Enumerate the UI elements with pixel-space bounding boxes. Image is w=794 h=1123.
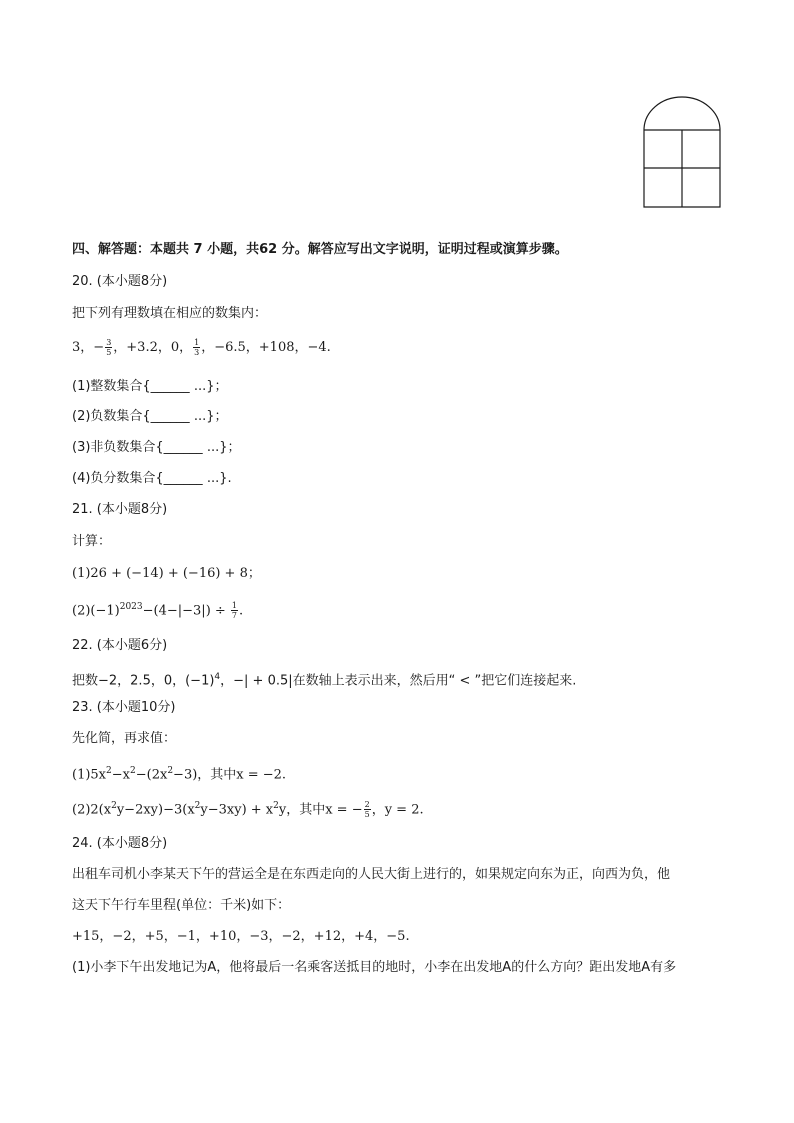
q20-part-1: (1)整数集合{______ ...}； [72, 379, 228, 394]
section-header: 四、解答题：本题共 7 小题，共62 分。解答应写出文字说明，证明过程或演算步骤。 [72, 242, 568, 257]
arched-window-figure [643, 96, 721, 210]
q23-part-1: $(1)5x^2-x^2-(2x^2-3)$，其中x = −2. [72, 766, 287, 783]
q22-title: 22. (本小题6分) [72, 638, 168, 653]
q24-line-3: +15，−2，+5，−1，+10，−3，−2，+12，+4，−5. [72, 929, 410, 944]
q21-title: 21. (本小题8分) [72, 502, 168, 517]
q21-part-2: $(2)(-1)^{2023}-(4-|-3|)$ ÷ $\frac{1}{7}$ . [72, 601, 244, 621]
q23-instruction: 先化简，再求值： [72, 731, 177, 746]
q24-title: 24. (本小题8分) [72, 836, 168, 851]
q20-part-4: (4)负分数集合{______ ...}. [72, 471, 232, 486]
q20-numbers: 3，− $\frac{3}{5}$ ，+3.2，0， $\frac{1}{3}$ ，−6.5，+108，−4. [72, 338, 331, 357]
q20-part-2: (2)负数集合{______ ...}； [72, 409, 228, 424]
q24-line-4: (1)小李下午出发地记为A，他将最后一名乘客送抵目的地时，小李在出发地A的什么方向？距出发地A有多 [72, 960, 677, 975]
q21-instruction: 计算： [72, 534, 112, 549]
q22-text: 把数−2，2.5，0，$(-1)^4$，−| + 0.5|在数轴上表示出来，然后用“ < ”把它们连接起来. [72, 672, 577, 689]
q23-part-2: $(2)2(x^2y-2xy)-3(x^2y-3xy) + x^2y$，其中x = − $\frac{2}{5}$ ，y = 2. [72, 800, 424, 820]
q20-title: 20. (本小题8分) [72, 274, 168, 289]
q20-part-3: (3)非负数集合{______ ...}； [72, 440, 241, 455]
q20-instruction: 把下列有理数填在相应的数集内： [72, 306, 268, 321]
q21-part-1: (1)26 + (−14) + (−16) + 8； [72, 566, 261, 581]
q23-title: 23. (本小题10分) [72, 700, 176, 715]
q24-line-1: 出租车司机小李某天下午的营运全是在东西走向的人民大街上进行的，如果规定向东为正，向西为负，他 [72, 867, 671, 882]
q24-line-2: 这天下午行车里程(单位：千米)如下： [72, 898, 291, 913]
